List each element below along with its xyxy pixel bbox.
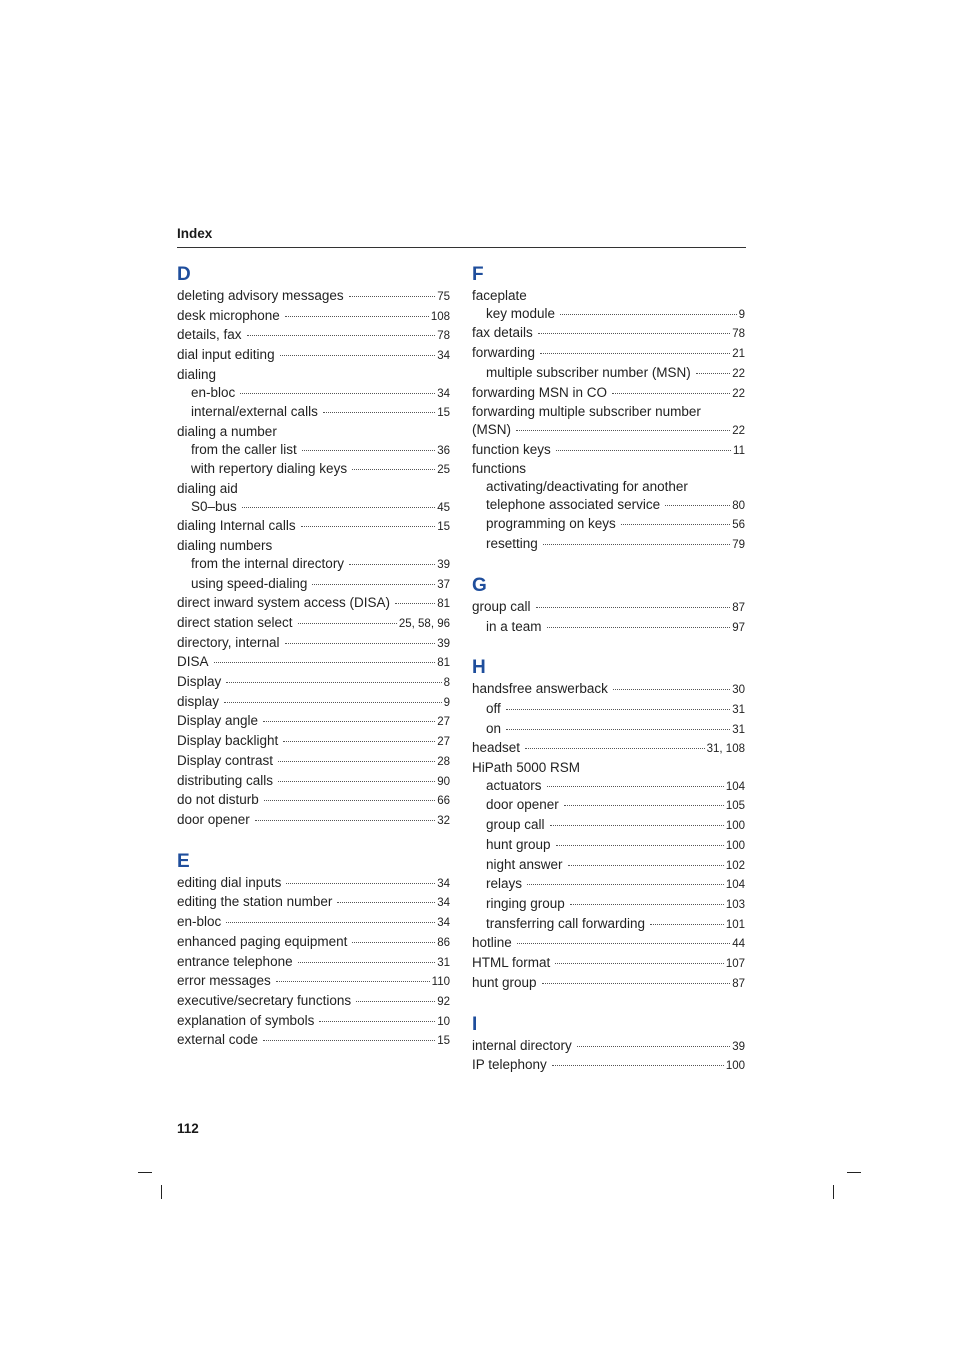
index-subentry (177, 498, 450, 518)
entry-page-reference: 104 (725, 780, 745, 793)
dot-leader (349, 296, 436, 297)
entry-term: dialing a number (177, 423, 277, 439)
index-entry (177, 893, 450, 913)
dot-leader (613, 689, 730, 690)
entry-term: external code (177, 1032, 259, 1048)
entry-term: resetting (486, 536, 538, 552)
index-subentry (472, 478, 745, 496)
index-entry (177, 517, 450, 537)
entry-term: entrance telephone (177, 953, 293, 969)
index-entry (472, 460, 745, 478)
index-section-d (177, 264, 450, 831)
dot-leader (298, 962, 436, 963)
index-subentry (472, 836, 745, 856)
index-entry (177, 480, 450, 498)
entry-page-reference: 101 (725, 918, 745, 931)
entry-page-reference: 56 (732, 519, 745, 532)
dot-leader (356, 1001, 435, 1002)
dot-leader (527, 884, 724, 885)
index-entry (177, 693, 450, 713)
index-subentry (472, 618, 745, 638)
index-entry (177, 811, 450, 831)
index-entry (177, 732, 450, 752)
dot-leader (278, 781, 435, 782)
index-entry (472, 324, 745, 344)
index-entry (177, 791, 450, 811)
entry-page-reference: 9 (738, 308, 745, 321)
entry-page-reference: 100 (725, 839, 745, 852)
index-entry (472, 421, 745, 441)
entry-page-reference: 31 (437, 956, 450, 969)
dot-leader (552, 1065, 724, 1066)
entry-term: headset (472, 740, 521, 756)
entry-term: Display (177, 674, 222, 690)
entry-term: Display angle (177, 713, 259, 729)
index-subentry (472, 515, 745, 535)
dot-leader (349, 564, 435, 565)
entry-page-reference: 102 (725, 859, 745, 872)
index-entry (472, 441, 745, 461)
entry-term: HiPath 5000 RSM (472, 760, 581, 776)
entry-term: transferring call forwarding (486, 915, 646, 931)
dot-leader (280, 355, 436, 356)
index-entry (177, 326, 450, 346)
dot-leader (547, 627, 731, 628)
entry-page-reference: 22 (732, 424, 745, 437)
entry-page-reference: 44 (732, 938, 745, 951)
index-entry (177, 992, 450, 1012)
index-subentry (472, 777, 745, 797)
dot-leader (285, 316, 429, 317)
entry-term: multiple subscriber number (MSN) (486, 364, 691, 380)
entry-term: night answer (486, 856, 563, 872)
index-entry (177, 653, 450, 673)
entry-term: do not disturb (177, 792, 259, 808)
dot-leader (301, 526, 436, 527)
index-subentry (472, 796, 745, 816)
dot-leader (555, 963, 724, 964)
index-entry (472, 680, 745, 700)
entry-page-reference: 34 (437, 350, 450, 363)
entry-page-reference: 39 (437, 558, 450, 571)
dot-leader (536, 607, 731, 608)
dot-leader (564, 805, 724, 806)
entry-page-reference: 15 (437, 1035, 450, 1048)
dot-leader (577, 1046, 730, 1047)
entry-term: direct inward system access (DISA) (177, 595, 391, 611)
entry-term: handsfree answerback (472, 681, 608, 697)
entry-term: activating/deactivating for another (486, 479, 688, 495)
index-entry (177, 752, 450, 772)
index-subentry (177, 384, 450, 404)
index-section-i (472, 1014, 745, 1076)
entry-term: function keys (472, 441, 551, 457)
entry-page-reference: 36 (437, 444, 450, 457)
entry-page-reference: 81 (437, 598, 450, 611)
entry-term: dialing aid (177, 481, 238, 497)
entry-page-reference: 90 (437, 775, 450, 788)
entry-term: HTML format (472, 955, 551, 971)
section-letter: I (472, 1013, 478, 1035)
entry-page-reference: 87 (732, 601, 745, 614)
entry-page-reference: 31 (732, 723, 745, 736)
entry-term: distributing calls (177, 772, 274, 788)
entry-term: programming on keys (486, 516, 616, 532)
entry-page-reference: 22 (732, 387, 745, 400)
dot-leader (352, 469, 435, 470)
index-column-right (472, 264, 745, 1096)
index-entry (177, 1031, 450, 1051)
entry-term: directory, internal (177, 634, 280, 650)
index-entry (177, 307, 450, 327)
entry-page-reference: 10 (437, 1015, 450, 1028)
entry-page-reference: 103 (725, 898, 745, 911)
section-letter: F (472, 264, 484, 285)
dot-leader (665, 505, 730, 506)
entry-term: group call (472, 598, 531, 614)
dot-leader (568, 865, 724, 866)
index-column-left (177, 264, 450, 1071)
entry-page-reference: 11 (733, 444, 745, 457)
dot-leader (612, 393, 730, 394)
dot-leader (517, 943, 730, 944)
index-entry (472, 759, 745, 777)
dot-leader (506, 729, 730, 730)
entry-term: enhanced paging equipment (177, 933, 348, 949)
entry-term: IP telephony (472, 1057, 547, 1073)
index-entry (177, 594, 450, 614)
index-entry (472, 1056, 745, 1076)
entry-term: faceplate (472, 288, 527, 303)
dot-leader (263, 1040, 435, 1041)
entry-page-reference: 8 (443, 677, 450, 690)
index-subentry (472, 895, 745, 915)
entry-page-reference: 21 (732, 348, 745, 361)
dot-leader (319, 1021, 435, 1022)
entry-term: key module (486, 305, 556, 321)
entry-page-reference: 100 (725, 820, 745, 833)
dot-leader (224, 702, 442, 703)
index-subentry (177, 403, 450, 423)
entry-term: details, fax (177, 327, 242, 343)
index-entry (177, 953, 450, 973)
index-subentry (177, 460, 450, 480)
index-subentry (177, 575, 450, 595)
entry-page-reference: 104 (725, 879, 745, 892)
index-entry (177, 712, 450, 732)
entry-term: editing the station number (177, 894, 333, 910)
section-letter: G (472, 574, 487, 596)
index-entry (177, 972, 450, 992)
header-rule (177, 247, 746, 248)
dot-leader (550, 825, 724, 826)
index-entry (177, 874, 450, 894)
dot-leader (276, 981, 430, 982)
entry-page-reference: 107 (725, 958, 745, 971)
entry-term: internal directory (472, 1037, 572, 1053)
dot-leader (352, 942, 435, 943)
entry-term: door opener (177, 811, 250, 827)
index-entry (177, 346, 450, 366)
index-subentry (472, 875, 745, 895)
entry-term: actuators (486, 777, 542, 793)
entry-term: forwarding multiple subscriber number (472, 404, 701, 420)
dot-leader (298, 623, 397, 624)
entry-term: display (177, 693, 220, 709)
entry-term: explanation of symbols (177, 1012, 315, 1028)
entry-term: from the caller list (191, 441, 297, 457)
crop-mark (833, 1185, 834, 1199)
dot-leader (696, 373, 730, 374)
index-entry (472, 287, 745, 305)
entry-term: internal/external calls (191, 404, 318, 420)
index-subentry (472, 305, 745, 325)
dot-leader (525, 748, 705, 749)
entry-page-reference: 31 (732, 703, 745, 716)
index-subentry (472, 915, 745, 935)
entry-page-reference: 15 (437, 521, 450, 534)
dot-leader (570, 904, 724, 905)
index-entry (472, 934, 745, 954)
dot-leader (285, 643, 436, 644)
entry-term: hunt group (486, 836, 551, 852)
crop-mark (161, 1185, 162, 1199)
entry-term: dialing Internal calls (177, 518, 296, 534)
entry-page-reference: 9 (443, 696, 450, 709)
dot-leader (214, 662, 436, 663)
index-section-f (472, 264, 745, 555)
index-entry (472, 1037, 745, 1057)
entry-term: dialing (177, 366, 217, 382)
index-subentry (177, 555, 450, 575)
entry-page-reference: 110 (431, 976, 450, 989)
section-letter: D (177, 264, 191, 285)
entry-term: editing dial inputs (177, 874, 282, 890)
entry-term: hunt group (472, 974, 537, 990)
index-entry (472, 344, 745, 364)
index-entry (472, 739, 745, 759)
entry-page-reference: 75 (437, 291, 450, 303)
index-subentry (177, 441, 450, 461)
dot-leader (506, 709, 730, 710)
dot-leader (255, 820, 435, 821)
dot-leader (240, 393, 435, 394)
section-letter: H (472, 657, 486, 679)
dot-leader (226, 922, 435, 923)
dot-leader (540, 353, 730, 354)
entry-page-reference: 78 (732, 328, 745, 341)
index-subentry (472, 720, 745, 740)
index-entry (177, 634, 450, 654)
dot-leader (556, 845, 724, 846)
dot-leader (337, 902, 435, 903)
entry-term: ringing group (486, 895, 565, 911)
crop-mark (138, 1172, 152, 1173)
section-letter: E (177, 850, 190, 872)
index-entry (472, 384, 745, 404)
dot-leader (538, 333, 730, 334)
entry-term: (MSN) (472, 421, 511, 437)
entry-page-reference: 39 (437, 637, 450, 650)
dot-leader (283, 741, 435, 742)
dot-leader (650, 924, 724, 925)
entry-page-reference: 86 (437, 936, 450, 949)
entry-term: using speed-dialing (191, 575, 308, 591)
entry-page-reference: 28 (437, 755, 450, 768)
dot-leader (516, 430, 730, 431)
entry-term: DISA (177, 654, 209, 670)
entry-page-reference: 27 (437, 716, 450, 729)
entry-page-reference: 34 (437, 387, 450, 400)
entry-term: in a team (486, 618, 542, 634)
index-entry (177, 1012, 450, 1032)
entry-page-reference: 34 (437, 877, 450, 890)
entry-page-reference: 25 (437, 464, 450, 477)
entry-page-reference: 100 (725, 1060, 745, 1073)
entry-term: forwarding MSN in CO (472, 384, 608, 400)
entry-page-reference: 31, 108 (706, 743, 745, 756)
index-entry (177, 537, 450, 555)
entry-page-reference: 15 (437, 407, 450, 420)
index-entry (472, 403, 745, 421)
entry-page-reference: 92 (437, 995, 450, 1008)
entry-page-reference: 105 (725, 800, 745, 813)
entry-page-reference: 97 (732, 621, 745, 634)
running-header-title: Index (177, 226, 213, 241)
dot-leader (323, 412, 435, 413)
dot-leader (263, 721, 435, 722)
entry-term: with repertory dialing keys (191, 461, 348, 477)
entry-page-reference: 37 (437, 578, 450, 591)
dot-leader (395, 603, 435, 604)
entry-term: hotline (472, 935, 512, 951)
index-entry (472, 954, 745, 974)
entry-page-reference: 78 (437, 330, 450, 343)
entry-page-reference: 34 (437, 917, 450, 930)
dot-leader (242, 507, 435, 508)
dot-leader (278, 761, 435, 762)
entry-term: group call (486, 817, 545, 833)
entry-page-reference: 79 (732, 539, 745, 552)
entry-term: en-bloc (177, 914, 222, 930)
index-subentry (472, 856, 745, 876)
entry-term: S0–bus (191, 498, 237, 514)
entry-term: forwarding (472, 345, 536, 361)
index-section-g (472, 575, 745, 637)
dot-leader (542, 983, 731, 984)
entry-term: off (486, 700, 501, 716)
entry-term: on (486, 720, 502, 736)
entry-term: direct station select (177, 614, 293, 630)
entry-term: desk microphone (177, 307, 280, 323)
entry-term: Display contrast (177, 752, 274, 768)
index-entry (177, 933, 450, 953)
dot-leader (286, 883, 435, 884)
index-subentry (472, 364, 745, 384)
crop-mark (847, 1172, 861, 1173)
entry-term: Display backlight (177, 733, 279, 749)
dot-leader (302, 450, 435, 451)
entry-term: telephone associated service (486, 496, 661, 512)
dot-leader (543, 544, 730, 545)
entry-term: door opener (486, 797, 559, 813)
dot-leader (247, 335, 436, 336)
dot-leader (312, 584, 435, 585)
entry-page-reference: 80 (732, 499, 745, 512)
entry-page-reference: 81 (437, 657, 450, 670)
entry-page-reference: 66 (437, 795, 450, 808)
entry-term: from the internal directory (191, 555, 345, 571)
index-subentry (472, 816, 745, 836)
index-section-h (472, 657, 745, 993)
entry-term: functions (472, 461, 527, 477)
entry-page-reference: 108 (430, 310, 450, 323)
index-subentry (472, 496, 745, 516)
index-entry (177, 913, 450, 933)
entry-term: fax details (472, 325, 533, 341)
entry-term: dial input editing (177, 347, 275, 363)
entry-term: executive/secretary functions (177, 992, 352, 1008)
entry-page-reference: 22 (732, 367, 745, 380)
index-subentry (472, 700, 745, 720)
dot-leader (621, 524, 730, 525)
index-entry (177, 614, 450, 634)
entry-page-reference: 30 (732, 684, 745, 697)
entry-page-reference: 25, 58, 96 (398, 617, 450, 630)
entry-page-reference: 34 (437, 897, 450, 910)
entry-page-reference: 39 (732, 1040, 745, 1053)
dot-leader (547, 786, 724, 787)
index-entry (472, 974, 745, 994)
index-entry (177, 366, 450, 384)
index-entry (177, 673, 450, 693)
entry-term: relays (486, 876, 523, 892)
index-entry (472, 598, 745, 618)
dot-leader (556, 450, 731, 451)
index-subentry (472, 535, 745, 555)
dot-leader (226, 682, 441, 683)
entry-term: dialing numbers (177, 538, 273, 554)
entry-term: en-bloc (191, 384, 236, 400)
entry-page-reference: 32 (437, 814, 450, 827)
entry-page-reference: 27 (437, 736, 450, 749)
entry-page-reference: 45 (437, 501, 450, 514)
index-entry (177, 287, 450, 307)
entry-term: error messages (177, 973, 271, 989)
index-section-e (177, 851, 450, 1051)
entry-page-reference: 87 (732, 977, 745, 990)
entry-term: deleting advisory messages (177, 288, 344, 303)
page-number: 112 (177, 1121, 199, 1136)
dot-leader (264, 800, 435, 801)
dot-leader (560, 314, 737, 315)
index-entry (177, 423, 450, 441)
index-entry (177, 772, 450, 792)
